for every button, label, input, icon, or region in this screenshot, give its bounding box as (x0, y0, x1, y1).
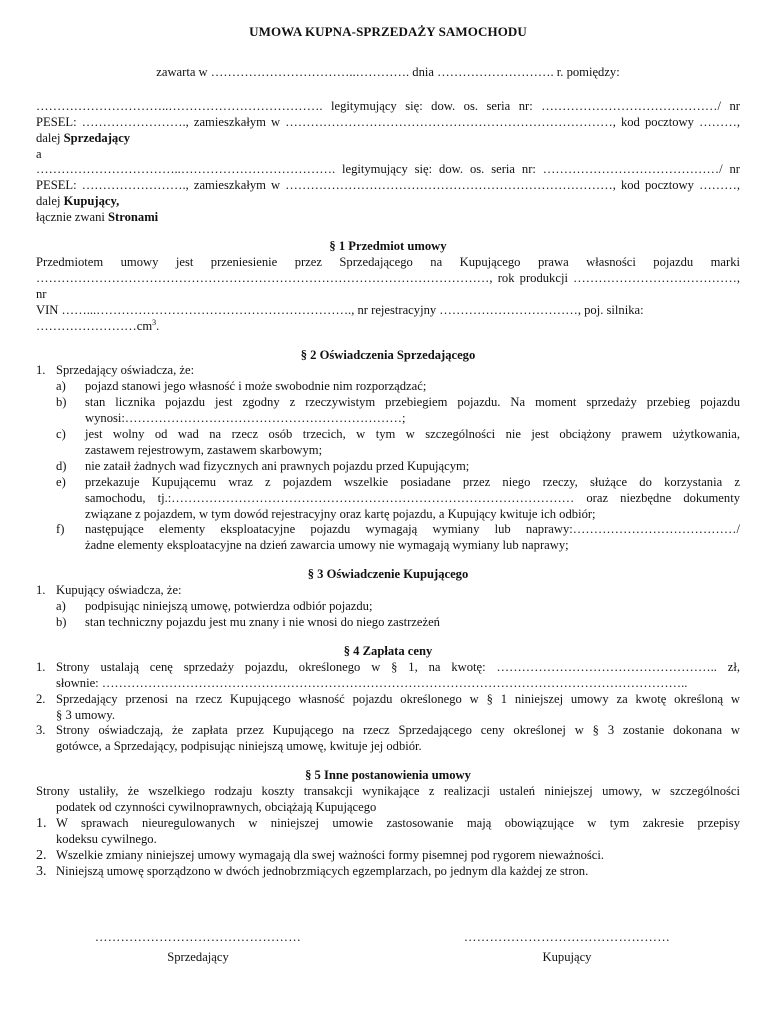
section-1-body (36, 255, 740, 335)
buyer-line-2: PESEL: ……………………., zamieszkałym w ……………………………………………………………………, kod pocztowy ………, (36, 178, 740, 193)
intro-line: zawarta w ……………………………..…………. dnia ………………………. r. pomiędzy: (156, 64, 620, 79)
seller-block (36, 99, 740, 147)
section-1-heading: § 1 Przedmiot umowy (329, 239, 447, 254)
section-4-point-3: 3. Strony oświadczają, że zapłata przez Kupującego na rzecz Sprzedającego ceny określonej w § 3 zostanie dokonana w gotówce, a Sprzedający, podpisując niniejszą umowę, kwituje jej odbiór. (36, 723, 740, 754)
seller-line-1: …………………………..………………………………. legitymujący się: dow. os. seria nr: ……………………………………/ nr (36, 98, 740, 113)
section-4-point-1: 1. Strony ustalają cenę sprzedaży pojazdu, określonego w § 1, na kwotę: …………………………………………….. zł, słownie: ………………………………………………………………………………………………………………………….. (36, 659, 740, 690)
section-5-point-3: 3. Niniejszą umowę sporządzono w dwóch jednobrzmiących egzemplarzach, po jednym dla każdej ze stron. (36, 863, 589, 879)
section-5-lead-1: Strony ustaliły, że wszelkiego rodzaju koszty transakcji wynikające z realizacji ustaleń niniejszej umowy, w szczególności (36, 784, 740, 799)
buyer-label: dalej Kupujący, (36, 194, 120, 209)
list-item: e) przekazuje Kupującemu wraz z pojazdem wszelkie posiadane przez niego rzeczy, służące do korzystania z samochodu, tj.:…………………………………………………………………………………… oraz niezbędne dokumenty związane z pojazdem, w tym dowód rejestracyjny oraz kartę pojazdu, a Kupujący kwituje ich odbiór; (56, 474, 740, 521)
seller-label: dalej Sprzedający (36, 130, 131, 145)
section-5-point-2: 2. Wszelkie zmiany niniejszej umowy wymagają dla swej ważności formy pisemnej pod rygorem nieważności. (36, 847, 605, 863)
buyer-signature-line: ………………………………………… (463, 930, 671, 944)
buyer-signature-label: Kupujący (542, 949, 592, 964)
contract-document (36, 24, 740, 880)
section-2-point-1: 1. Sprzedający oświadcza, że: (36, 363, 195, 378)
section-4-point-2: 2. Sprzedający przenosi na rzecz Kupującego własność pojazdu określonego w § 1 niniejszej umowy za kwotę określoną w § 3 umowy. (36, 691, 740, 722)
signatures (0, 930, 768, 970)
section-2-items (36, 379, 740, 554)
section-5-lead-2: podatek od czynności cywilnoprawnych, obciążają Kupującego (56, 800, 377, 815)
list-item: d) nie zataił żadnych wad fizycznych ani prawnych pojazdu przed Kupującym; (56, 458, 470, 473)
list-item: f) następujące elementy eksploatacyjne pojazdu wymagają wymiany lub naprawy:…………………………………/ żadne elementy eksploatacyjne na dzień zawarcia umowy nie wymagają wymiany lub naprawy; (56, 522, 740, 553)
section-2-heading: § 2 Oświadczenia Sprzedającego (300, 347, 476, 362)
section-1-line-2: ………………………………………………………………………………………………, rok produkcji …………………………………, nr (36, 270, 740, 301)
buyer-signature (437, 930, 697, 966)
list-item: b) stan techniczny pojazdu jest mu znany i nie wnosi do niego zastrzeżeń (56, 615, 440, 629)
document-title: UMOWA KUPNA-SPRZEDAŻY SAMOCHODU (249, 24, 527, 39)
list-item: a) podpisując niniejszą umowę, potwierdza odbiór pojazdu; (56, 599, 373, 614)
seller-signature-line: ………………………………………… (94, 930, 302, 944)
list-item: a) pojazd stanowi jego własność i może swobodnie nim rozporządzać; (56, 379, 427, 394)
parties-label: łącznie zwani Stronami (36, 210, 159, 225)
section-3-heading: § 3 Oświadczenie Kupującego (307, 567, 469, 582)
section-3-point-1: 1. Kupujący oświadcza, że: (36, 583, 182, 598)
and-word: a (36, 146, 42, 161)
seller-signature-label: Sprzedający (167, 949, 229, 964)
list-item: b) stan licznika pojazdu jest zgodny z rzeczywistym przebiegiem pojazdu. Na moment sprzedaży przebieg pojazdu wynosi:…………………………………………………………; (56, 395, 740, 426)
seller-signature (68, 930, 328, 966)
section-1-line-3: VIN ……...……………………………………………………., nr rejestracyjny ……………………………, poj. silnika: $\dots\dots\dots\dots\dots\dots\dots\dots cm^3$. (36, 302, 644, 333)
list-item: c) jest wolny od wad na rzecz osób trzecich, w tym w szczególności nie jest obciążony prawem użytkowania, zastawem rejestrowym, zastawem skarbowym; (56, 427, 740, 457)
buyer-block (36, 162, 740, 210)
section-4-heading: § 4 Zapłata ceny (343, 643, 433, 658)
section-1-line-1: Przedmiotem umowy jest przeniesienie przez Sprzedającego na Kupującego prawa własności pojazdu marki (36, 254, 740, 269)
section-5-point-1: 1. W sprawach nieuregulowanych w niniejszej umowie zastosowanie mają obowiązujące w tym zakresie przepisy kodeksu cywilnego. (36, 815, 740, 846)
seller-line-2: PESEL: ……………………., zamieszkałym w ……………………………………………………………………, kod pocztowy ………, (36, 114, 740, 129)
buyer-line-1: ……………………………..………………………………. legitymujący się: dow. os. seria nr: ……………………………………/ nr (36, 162, 740, 177)
section-5-heading: § 5 Inne postanowienia umowy (305, 768, 471, 783)
